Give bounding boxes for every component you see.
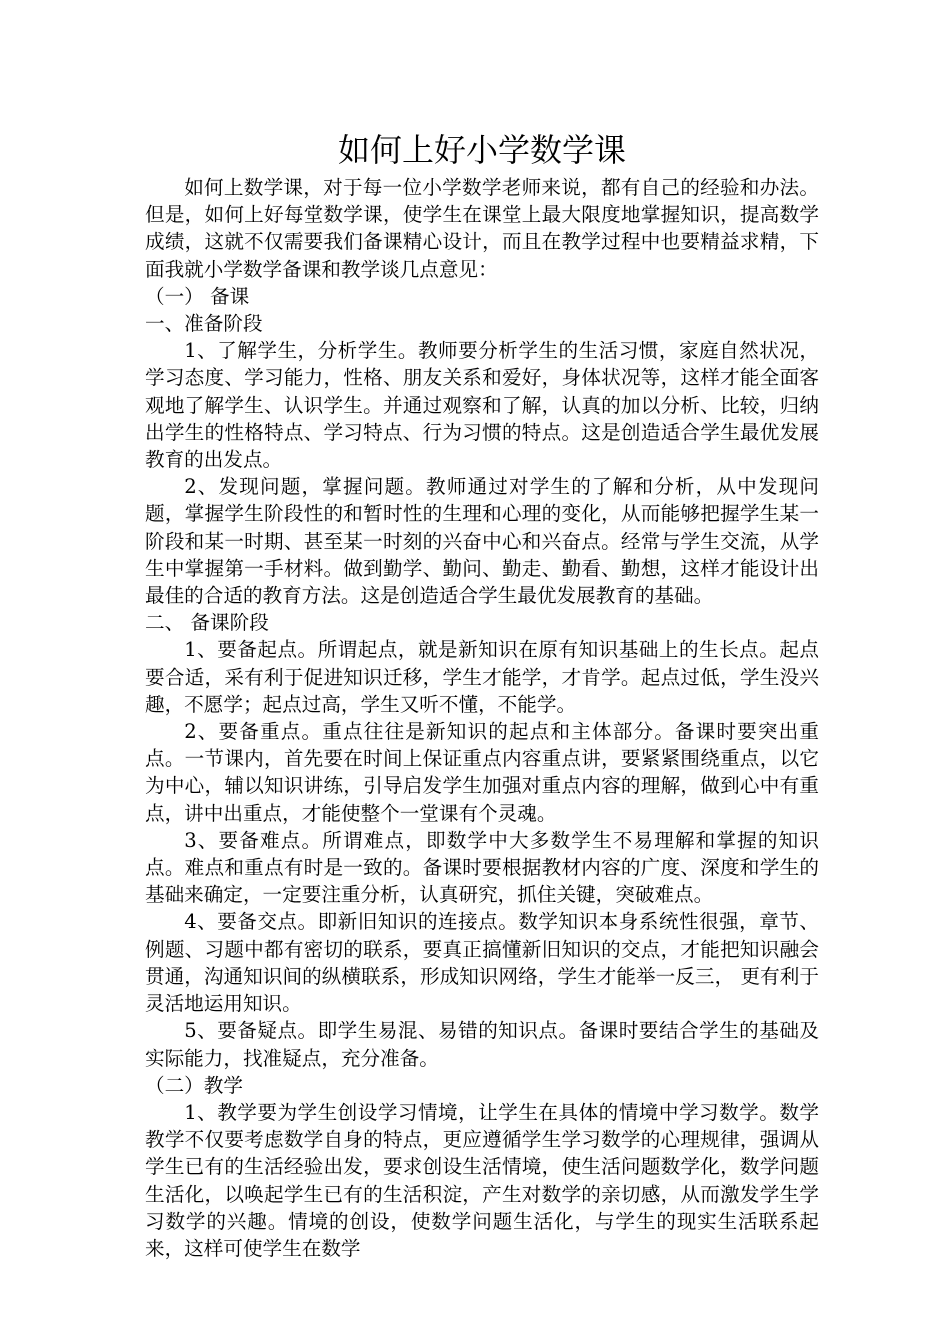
page-title: 如何上好小学数学课: [337, 131, 626, 169]
intro-paragraph: 如何上数学课，对于每一位小学数学老师来说，都有自己的经验和办法。但是，如何上好每堂数学课，使学生在课堂上最大限度地掌握知识，提高数学成绩，这就不仅需要我们备课精心设计，而且在教学过程中也要精益求精，下面我就小学数学备课和教学谈几点意见：: [145, 176, 819, 281]
subsection-heading-stage2: 二、 备课阶段: [145, 611, 269, 635]
stage2-paragraph-5: 5、要备疑点。即学生易混、易错的知识点。备课时要结合学生的基础及实际能力，找准疑点，充分准备。: [145, 1019, 819, 1070]
stage1-paragraph-2: 2、发现问题，掌握问题。教师通过对学生的了解和分析，从中发现问题，掌握学生阶段性的和暂时性的生理和心理的变化，从而能够把握学生某一阶段和某一时期、甚至某一时刻的兴奋中心和兴奋点。经常与学生交流，从学生中掌握第一手材料。做到勤学、勤问、勤走、勤看、勤想，这样才能设计出最佳的合适的教育方法。这是创造适合学生最优发展教育的基础。: [145, 475, 819, 608]
teaching-paragraph-1: 1、教学要为学生创设学习情境，让学生在具体的情境中学习数学。数学教学不仅要考虑数学自身的特点，更应遵循学生学习数学的心理规律，强调从学生已有的生活经验出发，要求创设生活情境，使生活问题数学化，数学问题生活化，以唤起学生已有的生活积淀，产生对数学的亲切感，从而激发学生学习数学的兴趣。情境的创设，使数学问题生活化，与学生的现实生活联系起来，这样可使学生在数学: [145, 1100, 819, 1260]
section-heading-preparation: （一） 备课: [145, 284, 250, 308]
section-heading-teaching: （二）教学: [145, 1073, 243, 1097]
stage2-paragraph-1: 1、要备起点。所谓起点，就是新知识在原有知识基础上的生长点。起点要合适，采有利于促进知识迁移，学生才能学，才肯学。起点过低，学生没兴趣，不愿学；起点过高，学生又听不懂，不能学。: [145, 638, 819, 716]
stage2-paragraph-3: 3、要备难点。所谓难点，即数学中大多数学生不易理解和掌握的知识点。难点和重点有时是一致的。备课时要根据教材内容的广度、深度和学生的基础来确定，一定要注重分析，认真研究，抓住关键，突破难点。: [145, 828, 819, 907]
stage1-paragraph-1: 1、了解学生，分析学生。教师要分析学生的生活习惯，家庭自然状况，学习态度、学习能力，性格、朋友关系和爱好，身体状况等，这样才能全面客观地了解学生、认识学生。并通过观察和了解，认真的加以分析、比较，归纳出学生的性格特点、学习特点、行为习惯的特点。这是创造适合学生最优发展教育的出发点。: [145, 339, 819, 472]
stage2-paragraph-4: 4、要备交点。即新旧知识的连接点。数学知识本身系统性很强，章节、例题、习题中都有密切的联系，要真正搞懂新旧知识的交点，才能把知识融会贯通，沟通知识间的纵横联系，形成知识网络，学生才能举一反三， 更有利于灵活地运用知识。: [145, 910, 819, 1016]
subsection-heading-stage1: 一、准备阶段: [145, 312, 263, 336]
document-page: [145, 128, 819, 1262]
stage2-paragraph-2: 2、要备重点。重点往往是新知识的起点和主体部分。备课时要突出重点。一节课内，首先要在时间上保证重点内容重点讲，要紧紧围绕重点，以它为中心，辅以知识讲练，引导启发学生加强对重点内容的理解，做到心中有重点，讲中出重点，才能使整个一堂课有个灵魂。: [145, 720, 819, 825]
